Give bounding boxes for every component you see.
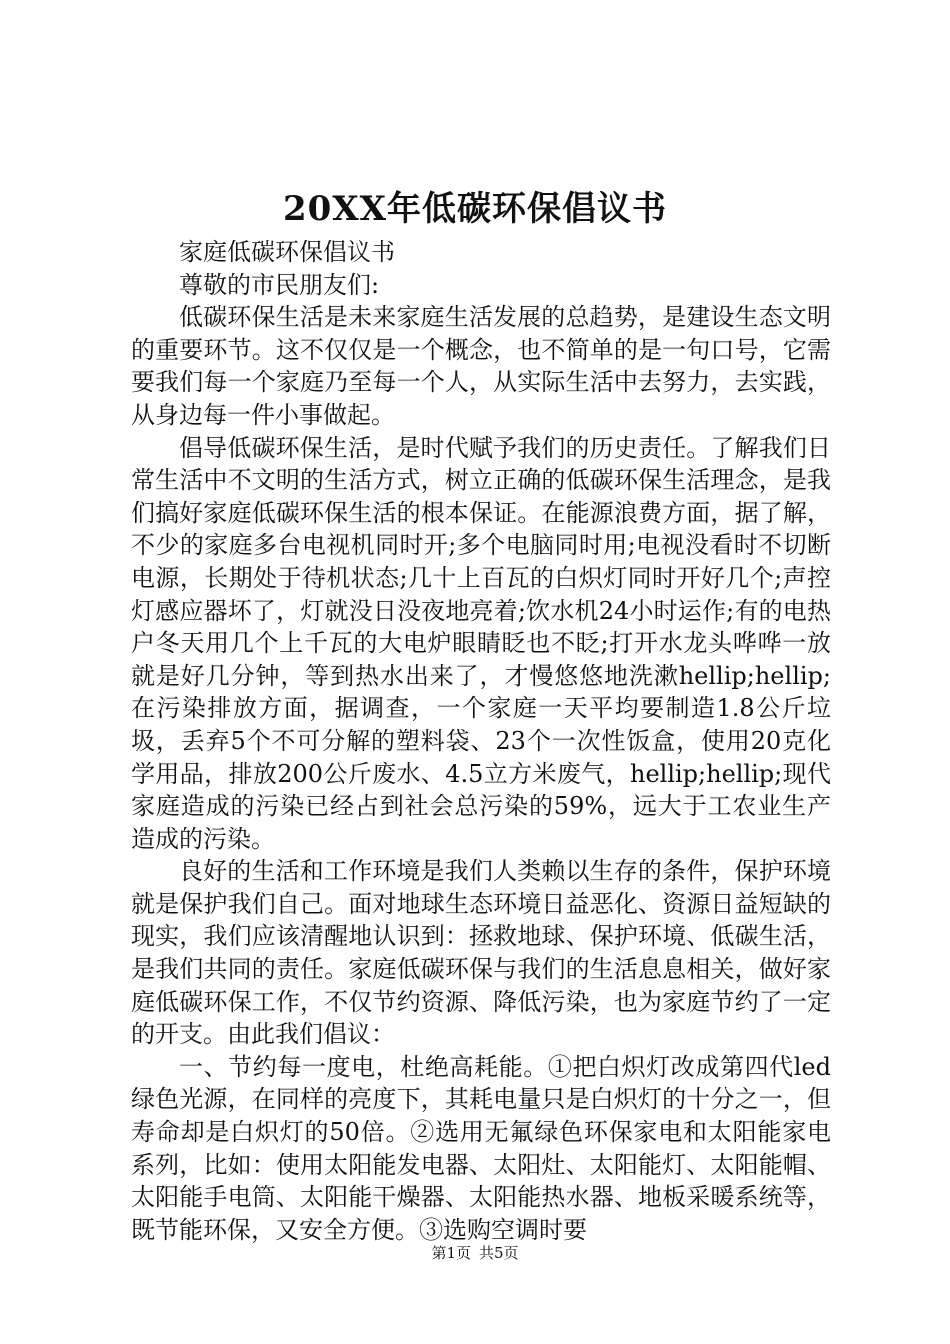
document-body [131,236,831,1246]
body-paragraph: 低碳环保生活是未来家庭生活发展的总趋势，是建设生态文明的重要环节。这不仅仅是一个概念，也不简单的是一句口号，它需要我们每一个家庭乃至每一个人，从实际生活中去努力，去实践，从身边每一件小事做起。 [131,303,831,429]
document-title: 20XX年低碳环保倡议书 [282,189,668,229]
body-paragraph: 一、节约每一度电，杜绝高耗能。①把白炽灯改成第四代led绿色光源，在同样的亮度下，其耗电量只是白炽灯的十分之一，但寿命却是白炽灯的50倍。②选用无氟绿色环保家电和太阳能家电系列，比如：使用太阳能发电器、太阳灶、太阳能灯、太阳能帽、太阳能手电筒、太阳能干燥器、太阳能热水器、地板采暖系统等，既节能环保，又安全方便。③选购空调时要 [131,1052,831,1244]
page-total: 共5页 [479,1244,519,1262]
page-footer [0,1243,950,1263]
body-paragraph: 良好的生活和工作环境是我们人类赖以生存的条件，保护环境就是保护我们自己。面对地球生态环境日益恶化、资源日益短缺的现实，我们应该清醒地认识到：拯救地球、保护环境、低碳生活，是我们共同的责任。家庭低碳环保与我们的生活息息相关，做好家庭低碳环保工作，不仅节约资源、降低污染，也为家庭节约了一定的开支。由此我们倡议： [131,857,831,1049]
subtitle-paragraph: 家庭低碳环保倡议书 [179,238,395,266]
page-number: 第1页 [431,1244,471,1262]
salutation-paragraph: 尊敬的市民朋友们: [179,270,380,299]
body-paragraph: 倡导低碳环保生活，是时代赋予我们的历史责任。了解我们日常生活中不文明的生活方式，树立正确的低碳环保生活理念，是我们搞好家庭低碳环保生活的根本保证。在能源浪费方面，据了解，不少的家庭多台电视机同时开;多个电脑同时用;电视没看时不切断电源，长期处于待机状态;几十上百瓦的白炽灯同时开好几个;声控灯感应器坏了，灯就没日没夜地亮着;饮水机24小时运作;有的电热户冬天用几个上千瓦的大电炉眼睛眨也不眨;打开水龙头哗哗一放就是好几分钟，等到热水出来了，才慢悠悠地洗漱hellip;hellip;在污染排放方面，据调查，一个家庭一天平均要制造1.8公斤垃圾，丢弃5个不可分解的塑料袋、23个一次性饭盒，使用20克化学用品，排放200公斤废水、4.5立方米废气，hellip;hellip;现代家庭造成的污染已经占到社会总污染的59%，远大于工农业生产造成的污染。 [131,433,831,853]
